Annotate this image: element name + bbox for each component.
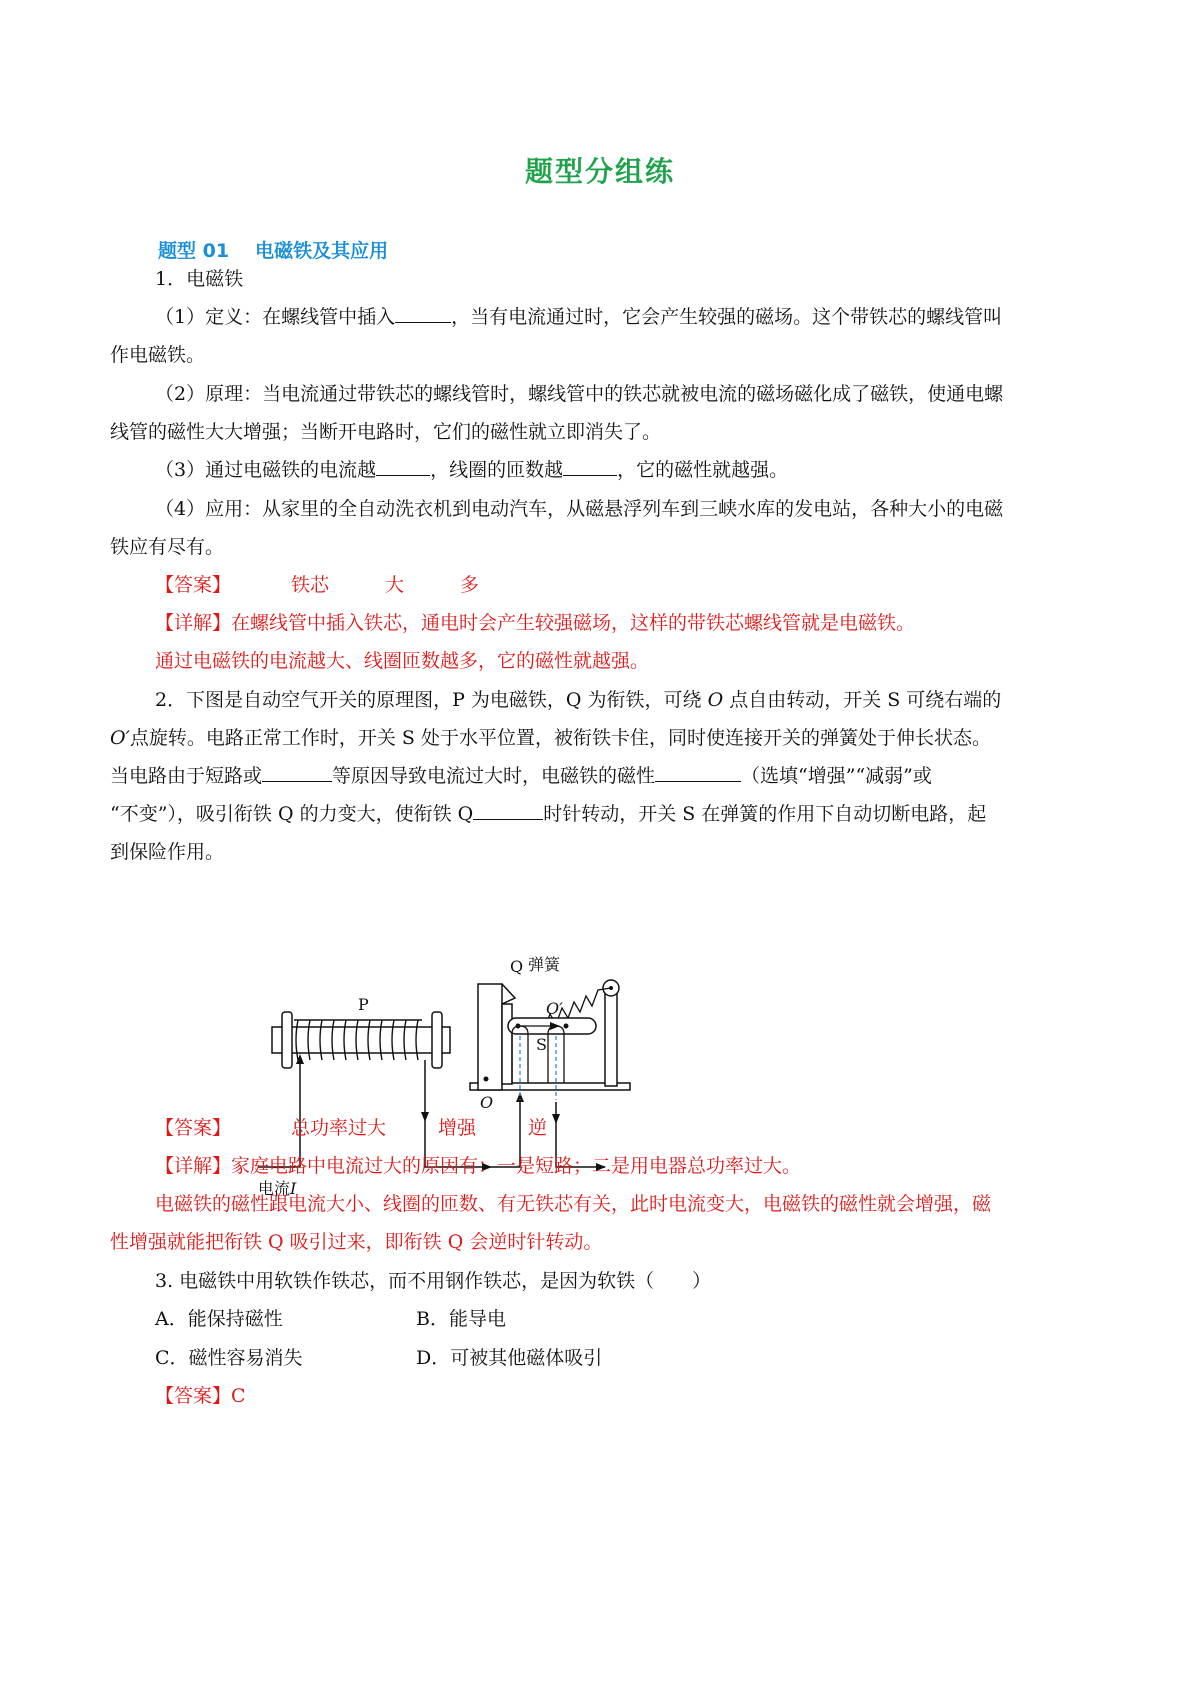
option-D[interactable]: D．可被其他磁体吸引: [416, 1347, 603, 1369]
q3-answer: 【答案】C: [155, 1385, 246, 1407]
option-C[interactable]: C．磁性容易消失: [155, 1347, 303, 1369]
q1-answer: 【答案】 铁芯 大 多: [155, 574, 480, 596]
label-current: 电流I: [258, 1179, 297, 1198]
fill-blank[interactable]: [262, 763, 332, 782]
fill-blank[interactable]: [655, 763, 741, 782]
detail-label: 【详解】: [155, 1155, 232, 1177]
q1-detail: 【详解】在螺线管中插入铁芯，通电时会产生较强磁场，这样的带铁芯螺线管就是电磁铁。: [155, 612, 916, 634]
section-heading: [158, 236, 388, 263]
q2-stem-4: “不变”），吸引衔铁 Q 的力变大，使衔铁 Q 时针转动，开关 S 在弹簧的作用下自动切断电路，起: [110, 803, 987, 825]
support-post: [605, 986, 617, 1086]
coil-flange-right: [432, 1012, 442, 1068]
q1-application: （4）应用：从家里的全自动洗衣机到电动汽车，从磁悬浮列车到三峡水库的发电站，各种大小的电磁: [155, 498, 1004, 520]
q2-stem-3: 当电路由于短路或 等原因导致电流过大时，电磁铁的磁性 （选填“增强”“减弱”或: [110, 765, 932, 787]
q1-heading: 1．电磁铁: [155, 268, 244, 290]
q2-stem-2: O′点旋转。电路正常工作时，开关 S 处于水平位置，被衔铁卡住，同时使连接开关的弹簧处于伸长状态。: [110, 727, 991, 749]
q1-principle: （2）原理：当电流通过带铁芯的螺线管时，螺线管中的铁芯就被电流的磁场磁化成了磁铁，使通电螺: [155, 383, 1004, 405]
section-name: 电磁铁及其应用: [255, 240, 389, 262]
detail-label: 【详解】: [155, 612, 232, 634]
fill-blank[interactable]: [473, 801, 543, 820]
answer-label: 【答案】: [155, 574, 232, 596]
label-P: P: [358, 995, 369, 1014]
q1-principle-cont: 线管的磁性大大增强；当断开电路时，它们的磁性就立即消失了。: [110, 421, 662, 443]
coil-flange-left: [282, 1012, 292, 1068]
q2-detail-cont: 电磁铁的磁性跟电流大小、线圈的匝数、有无铁芯有关，此时电流变大，电磁铁的磁性就会增强，磁: [155, 1193, 992, 1215]
q1-definition: （1）定义：在螺线管中插入 ，当有电流通过时，它会产生较强的磁场。这个带铁芯的螺线管叫: [155, 306, 1003, 328]
label-spring: 弹簧: [528, 955, 561, 974]
q1-application-cont: 铁应有尽有。: [110, 536, 225, 558]
q2-stem-5: 到保险作用。: [110, 841, 225, 863]
answer-label: 【答案】: [155, 1385, 232, 1407]
q1-strength: （3）通过电磁铁的电流越 ，线圈的匝数越 ，它的磁性就越强。: [155, 459, 789, 481]
page-title: 题型分组练: [524, 155, 675, 188]
q2-stem-1: 2．下图是自动空气开关的原理图，P 为电磁铁，Q 为衔铁，可绕 O 点自由转动，开关 S 可绕右端的: [155, 689, 1002, 711]
q1-detail-cont: 通过电磁铁的电流越大、线圈匝数越多，它的磁性就越强。: [155, 650, 650, 672]
fill-blank[interactable]: [376, 457, 430, 476]
label-Q: Q: [510, 957, 524, 976]
q2-answer: 【答案】 总功率过大 增强 逆: [155, 1117, 548, 1139]
answer-label: 【答案】: [155, 1117, 232, 1139]
label-S: S: [536, 1035, 547, 1054]
armature-Q: [478, 984, 502, 1090]
fill-blank[interactable]: [563, 457, 617, 476]
q2-detail-cont-2: 性增强就能把衔铁 Q 吸引过来，即衔铁 Q 会逆时针转动。: [110, 1231, 603, 1253]
coil-windings: [294, 1020, 422, 1060]
q1-definition-cont: 作电磁铁。: [110, 344, 206, 366]
option-A[interactable]: A．能保持磁性: [155, 1308, 283, 1330]
section-number: 题型 01: [158, 240, 230, 262]
label-O-prime: O′: [546, 999, 563, 1018]
q2-detail: 【详解】家庭电路中电流过大的原因有：一是短路；二是用电器总功率过大。: [155, 1155, 802, 1177]
option-B[interactable]: B．能导电: [416, 1308, 506, 1330]
q3-stem: 3. 电磁铁中用软铁作铁芯，而不用钢作铁芯，是因为软铁（ ）: [155, 1270, 712, 1292]
label-O: O: [480, 1093, 494, 1112]
fill-blank[interactable]: [395, 304, 451, 323]
iron-core: [272, 1027, 450, 1053]
pivot-O: [484, 1077, 489, 1082]
